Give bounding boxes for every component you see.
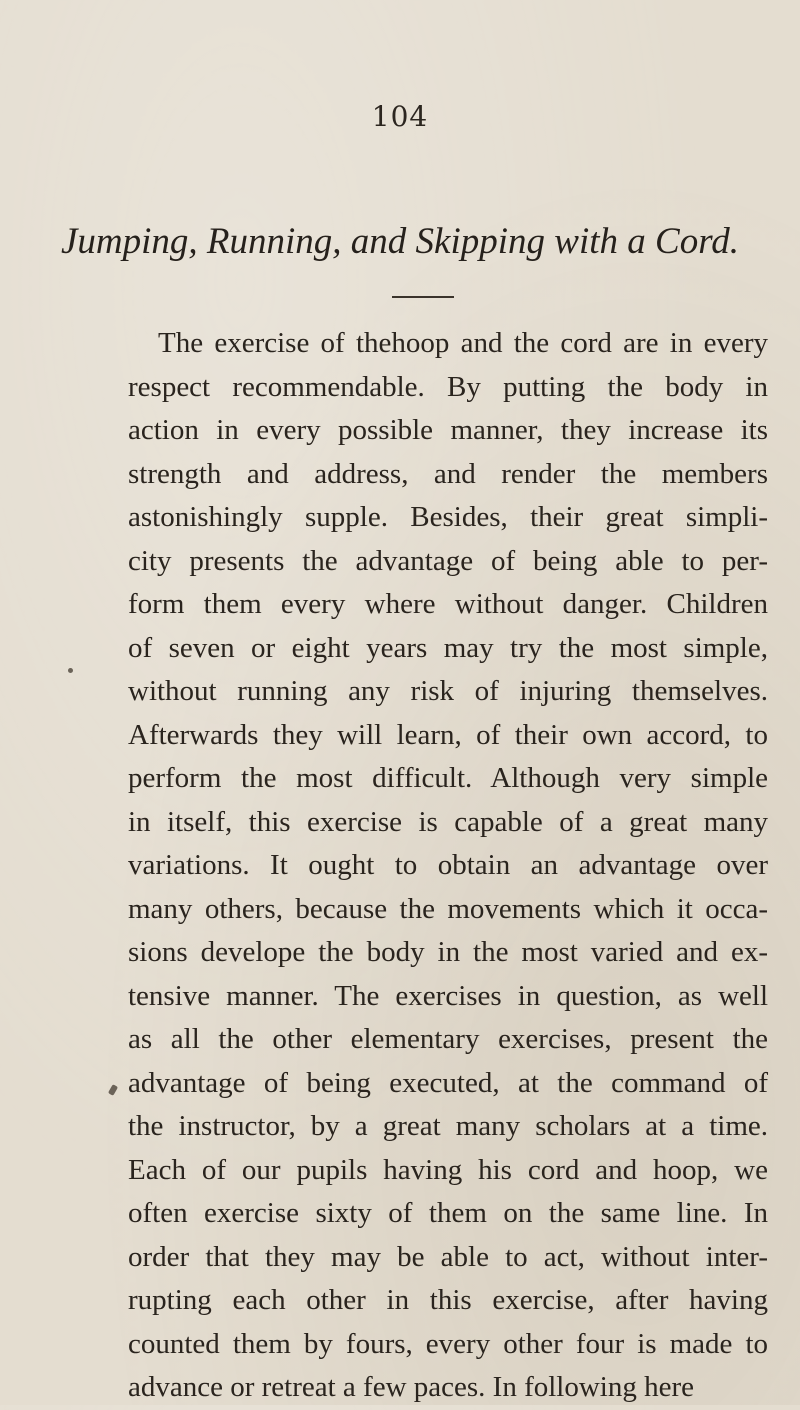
text-line: the instructor, by a great many scholars at a time. [128, 1110, 768, 1142]
text-line: tensive manner. The exercises in question, as well [128, 979, 768, 1012]
text-line: form them every where without danger. Children [128, 588, 768, 620]
text-line: The exercise of thehoop and the cord are in every [158, 327, 768, 359]
text-line: as all the other elementary exercises, present the [128, 1023, 768, 1055]
title-rule [392, 296, 454, 298]
text-line: perform the most difficult. Although very simple [128, 762, 768, 794]
text-line: order that they may be able to act, without inter- [128, 1240, 768, 1273]
margin-speck [108, 1084, 118, 1096]
text-line: Afterwards they will learn, of their own accord, to [128, 718, 768, 751]
text-line: without running any risk of injuring themselves. [128, 675, 768, 707]
page-number: 104 [371, 100, 429, 133]
text-line: advantage of being executed, at the command of [128, 1066, 768, 1099]
text-line: astonishingly supple. Besides, their great simpli- [128, 501, 768, 533]
text-line: variations. It ought to obtain an advantage over [128, 849, 768, 881]
text-line: of seven or eight years may try the most simple, [128, 631, 768, 664]
text-line: in itself, this exercise is capable of a great many [128, 805, 768, 838]
text-line: respect recommendable. By putting the body in [128, 370, 768, 403]
text-line: counted them by fours, every other four is made to [128, 1327, 768, 1360]
section-title: Jumping, Running, and Skipping with a Cord. [61, 221, 739, 262]
text-line: city presents the advantage of being able to per- [128, 544, 768, 577]
margin-speck [68, 668, 73, 673]
text-line: many others, because the movements which it occa- [128, 892, 768, 925]
text-line: action in every possible manner, they increase its [128, 414, 768, 446]
text-line: strength and address, and render the members [128, 457, 768, 490]
text-line: Each of our pupils having his cord and hoop, we [128, 1153, 768, 1186]
text-line: advance or retreat a few paces. In following here [128, 1371, 695, 1403]
text-line: rupting each other in this exercise, after having [128, 1284, 768, 1316]
text-line: often exercise sixty of them on the same line. In [128, 1197, 768, 1229]
body-paragraph [128, 322, 768, 1410]
text-line: sions develope the body in the most varied and ex- [128, 936, 768, 968]
